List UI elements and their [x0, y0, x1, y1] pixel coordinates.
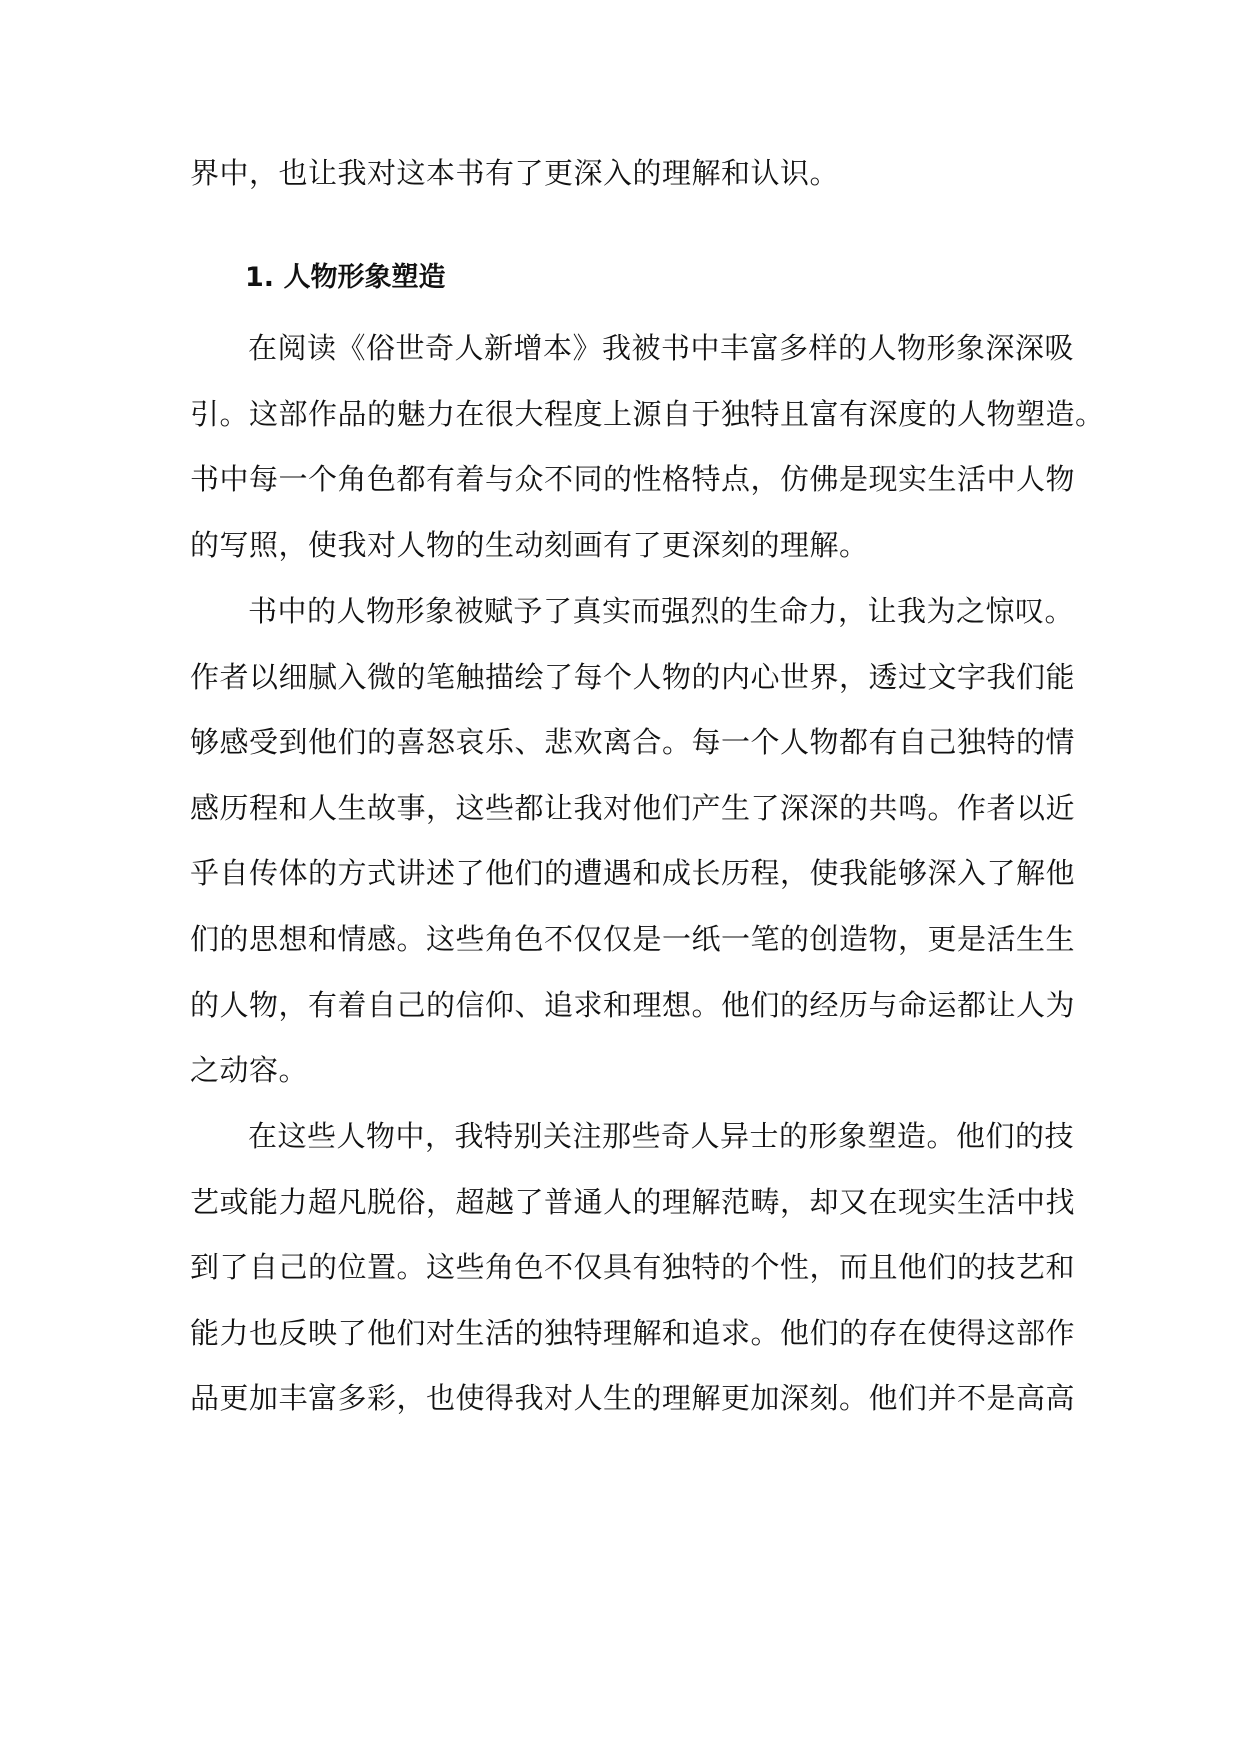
text-line: 艺或能力超凡脱俗，超越了普通人的理解范畴，却又在现实生活中找: [190, 1185, 1076, 1219]
text-line: 之动容。: [190, 1053, 309, 1087]
section-heading: 1. 人物形象塑造: [245, 262, 446, 293]
text-line: 们的思想和情感。这些角色不仅仅是一纸一笔的创造物，更是活生生: [190, 922, 1076, 956]
text-line: 品更加丰富多彩，也使得我对人生的理解更加深刻。他们并不是高高: [190, 1381, 1076, 1415]
text-line: 书中每一个角色都有着与众不同的性格特点，仿佛是现实生活中人物: [190, 462, 1076, 496]
text-line: 能力也反映了他们对生活的独特理解和追求。他们的存在使得这部作: [190, 1316, 1076, 1350]
text-line: 在阅读《俗世奇人新增本》我被书中丰富多样的人物形象深深吸: [248, 331, 1075, 365]
text-line: 在这些人物中，我特别关注那些奇人异士的形象塑造。他们的技: [248, 1119, 1075, 1153]
text-line: 界中，也让我对这本书有了更深入的理解和认识。: [190, 156, 840, 190]
text-line: 引。这部作品的魅力在很大程度上源自于独特且富有深度的人物塑造。: [190, 397, 1105, 431]
text-line: 书中的人物形象被赋予了真实而强烈的生命力，让我为之惊叹。: [248, 594, 1075, 628]
text-line: 够感受到他们的喜怒哀乐、悲欢离合。每一个人物都有自己独特的情: [190, 725, 1076, 759]
text-line: 作者以细腻入微的笔触描绘了每个人物的内心世界，透过文字我们能: [190, 660, 1076, 694]
text-line: 乎自传体的方式讲述了他们的遭遇和成长历程，使我能够深入了解他: [190, 856, 1076, 890]
text-line: 的写照，使我对人物的生动刻画有了更深刻的理解。: [190, 528, 869, 562]
text-line: 到了自己的位置。这些角色不仅具有独特的个性，而且他们的技艺和: [190, 1250, 1076, 1284]
text-line: 感历程和人生故事，这些都让我对他们产生了深深的共鸣。作者以近: [190, 791, 1076, 825]
text-line: 的人物，有着自己的信仰、追求和理想。他们的经历与命运都让人为: [190, 988, 1076, 1022]
